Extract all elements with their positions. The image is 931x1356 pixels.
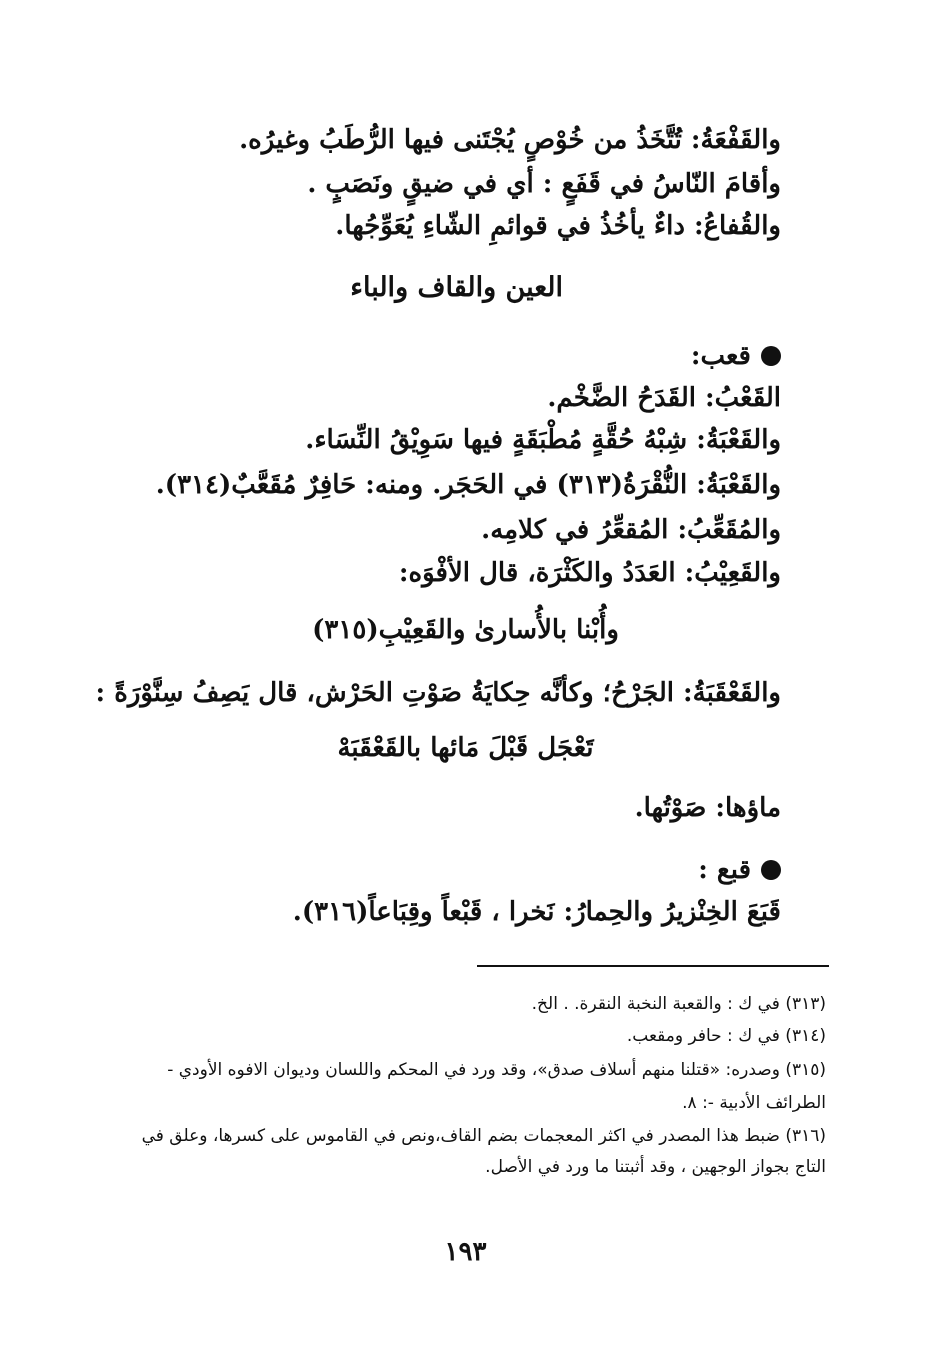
text-line: والقَعِيْبُ: العَدَدُ والكَثْرَة، قال الأفْوَه: [398,558,781,588]
verse-line: وأُبْنا بالأُسارىٰ والقَعِيْبِ(٣١٥) [312,615,619,645]
verse-line: تَعْجَل قَبْلَ مَائها بالقَعْقَبَهْ [337,733,594,763]
section-heading: العين والقاف والباء [350,272,563,303]
text-line: والقَعْبَةُ: شِبْهُ حُقَّةٍ مُطْبَقَةٍ فيها سَوِيْقُ النِّسَاء. [305,425,781,455]
text-line: والمُقَعِّبُ: المُقعِّرُ في كلامِه. [481,515,781,545]
text-line: القَعْبُ: القَدَحُ الضَّخْم. [547,383,781,413]
bullet-icon [761,860,781,880]
footnote: الطرائف الأدبية -: ٨. [682,1093,826,1113]
footnote-divider [477,965,829,967]
text-line: والقَفْعَةُ: تُتَّخَذُ من خُوْصٍ يُجْتَنى فيها الرُّطَبُ وغيرُه. [239,125,781,155]
text-line: والقَعْقَبَةُ: الجَرْحُ؛ وكأنَّه حِكايَةُ صَوْتِ الحَرْش، قال يَصِفُ سِنَّوْرَةً : [95,678,781,708]
footnote: (٣١٣) في ك : والقعبة النخبة النقرة. . الخ. [531,994,826,1014]
footnote: (٣١٥) وصدره: «قتلنا منهم أسلاف صدق»، وقد ورد في المحكم واللسان وديوان الافوه الأودي - [167,1060,826,1080]
footnote: (٣١٦) ضبط هذا المصدر في اكثر المعجمات بضم القاف،ونص في القاموس على كسرها، وعلق في [141,1126,826,1146]
entry-heading-label: قعب: [690,341,751,371]
footnote: (٣١٤) في ك : حافر ومقعب. [626,1026,826,1046]
text-line: قَبَعَ الخِنْزيرُ والحِمارُ: نَخرا ، قَبْعاً وقِبَاعاً(٣١٦). [292,897,781,927]
page-number: ١٩٣ [444,1237,487,1267]
text-line: وأقامَ النّاسُ في قَفَعٍ : أي في ضيقٍ ونَصَبٍ . [307,169,781,199]
entry-heading-label: قبع : [698,855,751,885]
text-line: ماؤها: صَوْتُها. [634,793,781,823]
bullet-icon [761,346,781,366]
text-line: والقُفاعُ: داءٌ يأخُذُ في قوائمِ الشّاءِ يُعَوِّجُها. [335,211,781,241]
footnote: التاج بجواز الوجهين ، وقد أثبتنا ما ورد في الأصل. [485,1157,826,1177]
entry-heading [120,850,781,890]
text-line: والقَعْبَةُ: النُّقْرَةُ(٣١٣) في الحَجَر. ومنه: حَافِرٌ مُقَعَّبٌ(٣١٤). [155,470,781,500]
entry-heading [120,336,781,376]
